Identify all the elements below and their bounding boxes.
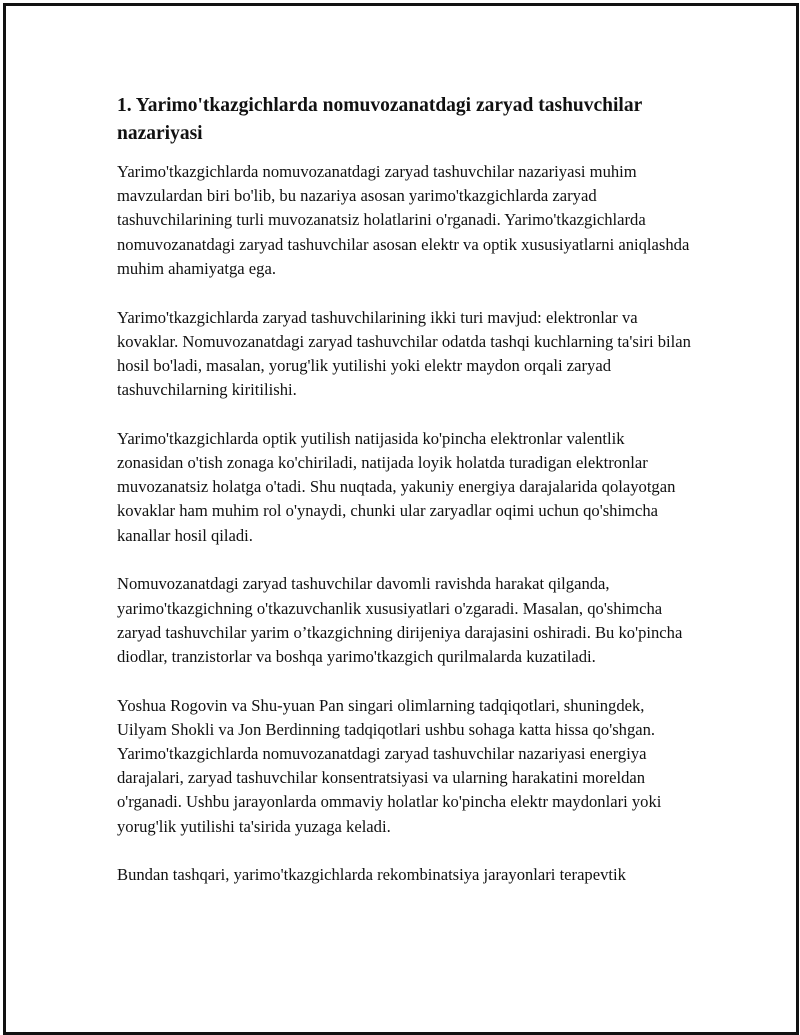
paragraph-1: Yarimo'tkazgichlarda nomuvozanatdagi zaryad tashuvchilar nazariyasi muhim mavzulardan biri bo'lib, bu nazariya asosan yarimo'tkazgichlarda zaryad tashuvchilarining turli muvozanatsiz holatlarini o'rganadi. Yarimo'tkazgichlarda nomuvozanatdagi zaryad tashuvchilar asosan elektr va optik xususiyatlarni aniqlashda muhim ahamiyatga ega. bbox=[117, 162, 690, 278]
section-heading: 1. Yarimo'tkazgichlarda nomuvozanatdagi zaryad tashuvchilar nazariyasi bbox=[117, 95, 642, 144]
document-body bbox=[117, 92, 692, 912]
paragraph-6: Bundan tashqari, yarimo'tkazgichlarda rekombinatsiya jarayonlari terapevtik bbox=[117, 865, 626, 885]
paragraph-2: Yarimo'tkazgichlarda zaryad tashuvchilarining ikki turi mavjud: elektronlar va kovaklar. Nomuvozanatdagi zaryad tashuvchilar odatda tashqi kuchlarning ta'siri bilan hosil bo'ladi, masalan, yorug'lik yutilishi yoki elektr maydon orqali zaryad tashuvchilarning kiritilishi. bbox=[117, 307, 691, 400]
paragraph-4: Nomuvozanatdagi zaryad tashuvchilar davomli ravishda harakat qilganda, yarimo'tkazgichning o'tkazuvchanlik xususiyatlari o'zgaradi. Masalan, qo'shimcha zaryad tashuvchilar yarim o’tkazgichning dirijeniya darajasini oshiradi. Bu ko'pincha diodlar, tranzistorlar va boshqa yarimo'tkazgich qurilmalarda kuzatiladi. bbox=[117, 574, 683, 666]
paragraph-5: Yoshua Rogovin va Shu-yuan Pan singari olimlarning tadqiqotlari, shuningdek, Uilyam Shokli va Jon Berdinning tadqiqotlari ushbu sohaga katta hissa qo'shgan. Yarimo'tkazgichlarda nomuvozanatdagi zaryad tashuvchilar nazariyasi energiya darajalari, zaryad tashuvchilar konsentratsiyasi va ularning harakatini moreldan o'rganadi. Ushbu jarayonlarda ommaviy holatlar ko'pincha elektr maydonlari yoki yorug'lik yutilishi ta'sirida yuzaga keladi. bbox=[117, 695, 662, 836]
paragraph-3: Yarimo'tkazgichlarda optik yutilish natijasida ko'pincha elektronlar valentlik zonasidan o'tish zonaga ko'chiriladi, natijada loyik holatda turadigan elektronlar muvozanatsiz holatga o'tadi. Shu nuqtada, yakuniy energiya darajalarida qolayotgan kovaklar ham muhim rol o'ynaydi, chunki ular zaryadlar oqimi uchun qo'shimcha kanallar hosil qiladi. bbox=[117, 428, 676, 545]
